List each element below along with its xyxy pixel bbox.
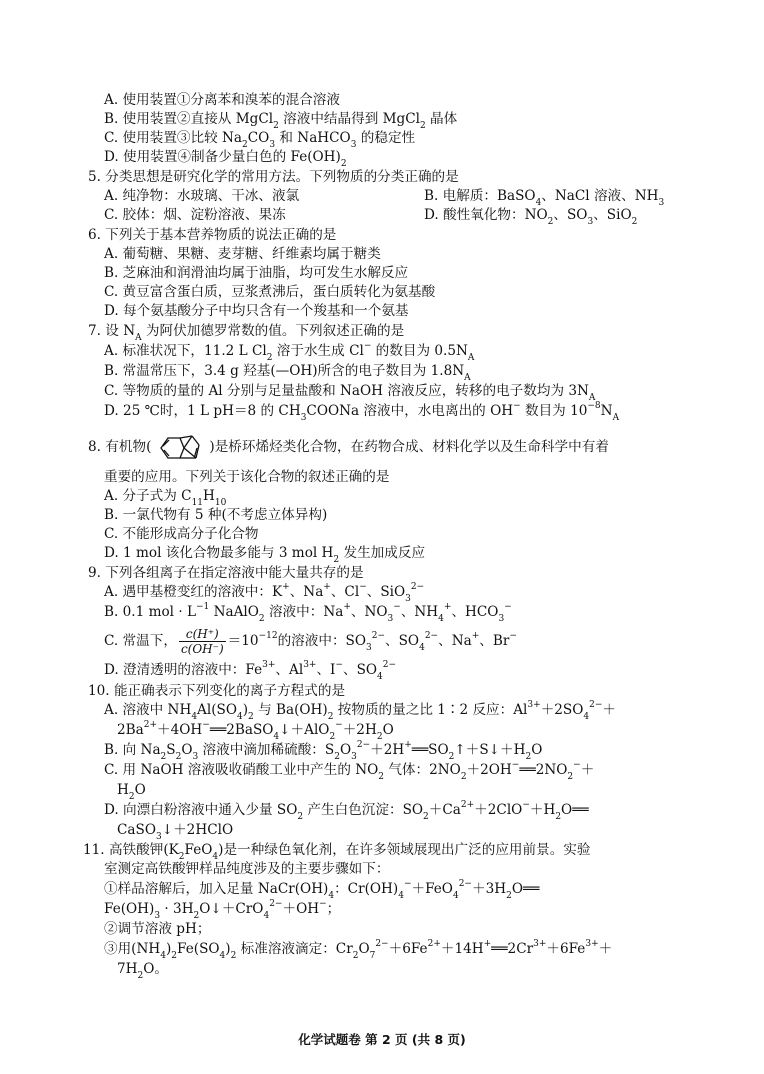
q4-option-a: A. 使用装置①分离苯和溴苯的混合溶液: [104, 92, 340, 108]
q9-c-rest: $=10^{-12}$的溶液中：$SO_3^{2-}$、$SO_4^{2-}$、Na+、Br−: [227, 631, 517, 653]
q11-stem-line2: 室测定高铁酸钾样品纯度涉及的主要步骤如下：: [104, 861, 390, 877]
q4-option-d: D. 使用装置④制备少量白色的 $Fe(OH)_2$: [104, 149, 347, 169]
q10-option-a-line1: A. 溶液中 $NH_4Al(SO_4)_2$ 与 $Ba(OH)_2$ 按物质的量之比 1∶2 反应：$Al^{3+}+2SO_4^{2-}+$: [104, 700, 616, 722]
q7-option-d: D. 25 ℃时，1 L pH＝8 的 $CH_3COONa$ 溶液中，水电离出的 OH− 数目为 $10^{-8}N_A$: [104, 401, 620, 423]
q9-option-a: A. 遇甲基橙变红的溶液中：K+、Na+、Cl−、SiO$_3^{2-}$: [104, 582, 425, 604]
q10-stem: 10. 能正确表示下列变化的离子方程式的是: [88, 683, 346, 699]
q8-option-b: B. 一氯代物有 5 种(不考虑立体异构): [104, 507, 328, 523]
q10-option-d-line1: D. 向漂白粉溶液中通入少量 $SO_2$ 产生白色沉淀：$SO_2+Ca^{2+}+2ClO^-+H_2O══$: [104, 800, 589, 822]
q9-c-prefix: C. 常温下，: [104, 633, 177, 649]
page-footer: 化学试题卷 第 2 页 (共 8 页): [298, 1032, 466, 1047]
q10-option-a-line2: $2Ba^{2+}+4OH^-══2BaSO_4↓+AlO_2^-+2H_2O$: [117, 720, 394, 742]
q9-option-b: B. 0.1 mol · $L^{-1}$ NaAlO$_2$ 溶液中：Na+、$NO_3^-$、$NH_4^+$、$HCO_3^-$: [104, 602, 512, 624]
q7-stem: 7. 设 $N_A$ 为阿伏加德罗常数的值。下列叙述正确的是: [88, 323, 405, 343]
q5-option-d: D. 酸性氧化物：$NO_2$、$SO_3$、SiO$_2$: [424, 207, 638, 227]
q10-option-b: B. 向 $Na_2S_2O_3$ 溶液中滴加稀硫酸：$S_2O_3^{2-}+2H^+══SO_2↑+S↓+H_2O$: [104, 740, 543, 762]
q6-option-b: B. 芝麻油和润滑油均属于油脂，均可发生水解反应: [104, 265, 409, 281]
q9-c-fraction: [179, 627, 226, 656]
q7-option-a: A. 标准状况下，11.2 L $Cl_2$ 溶于水生成 Cl− 的数目为 $0.5N_A$: [104, 341, 475, 363]
q11-stem-line1: 11. 高铁酸钾$(K_2FeO_4)$是一种绿色氧化剂，在许多领域展现出广泛的应用前景。实验: [83, 842, 591, 862]
q11-step2: ②调节溶液 pH；: [104, 921, 211, 937]
q8-option-d: D. 1 mol 该化合物最多能与 3 mol $H_2$ 发生加成反应: [104, 545, 426, 565]
q7-option-c: C. 等物质的量的 Al 分别与足量盐酸和 NaOH 溶液反应，转移的电子数均为 $3N_A$: [104, 383, 596, 403]
q6-option-d: D. 每个氨基酸分子中均只含有一个羧基和一个氨基: [104, 303, 409, 319]
q8-stem-line2: 重要的应用。下列关于该化合物的叙述正确的是: [104, 469, 390, 485]
q10-option-c-line2: $H_2O$: [117, 782, 146, 802]
q4-option-b: B. 使用装置②直接从 MgCl$_2$ 溶液中结晶得到 MgCl$_2$ 晶体: [104, 111, 458, 131]
q11-step3-line1: ③用$(NH_4)_2Fe(SO_4)_2$ 标准溶液滴定：$Cr_2O_7^{2-}+6Fe^{2+}+14H^+══2Cr^{3+}+6Fe^{3+}+$: [104, 939, 613, 961]
q9-stem: 9. 下列各组离子在指定溶液中能大量共存的是: [88, 565, 364, 581]
q8-option-c: C. 不能形成高分子化合物: [104, 526, 259, 542]
q11-step3-line2: $7H_2O$。: [117, 961, 168, 981]
q6-option-a: A. 葡萄糖、果糖、麦芽糖、纤维素均属于糖类: [104, 246, 381, 262]
q8-stem-a: 8. 有机物(: [88, 439, 152, 455]
q7-option-b: B. 常温常压下，3.4 g 羟基(—OH)所含的电子数目为 $1.8N_A$: [104, 363, 471, 383]
q5-option-c: C. 胶体：烟、淀粉溶液、果冻: [104, 207, 286, 223]
q5-stem: 5. 分类思想是研究化学的常用方法。下列物质的分类正确的是: [88, 169, 459, 185]
bicyclic-alkene-structure-icon: [152, 431, 208, 465]
q9-option-d: D. 澄清透明的溶液中：$Fe^{3+}$、$Al^{3+}$、I−、$SO_4^{2-}$: [104, 660, 397, 682]
q11-step1-line1: ①样品溶解后，加入足量 $NaCr(OH)_4$：$Cr(OH)_4^-+FeO_4^{2-}+3H_2O══$: [104, 879, 540, 901]
q9-c-denominator: c(OH⁻): [180, 642, 224, 656]
q5-option-b: B. 电解质：BaSO$_4$、NaCl 溶液、$NH_3$: [424, 188, 665, 208]
q6-option-c: C. 黄豆富含蛋白质，豆浆煮沸后，蛋白质转化为氨基酸: [104, 284, 436, 300]
q4-option-c: C. 使用装置③比较 $Na_2CO_3$ 和 NaHCO$_3$ 的稳定性: [104, 130, 416, 150]
q5-option-a: A. 纯净物：水玻璃、干冰、液氯: [104, 188, 300, 204]
q6-stem: 6. 下列关于基本营养物质的说法正确的是: [88, 227, 337, 243]
q9-option-c: [104, 625, 517, 657]
q8-stem-b: )是桥环烯烃类化合物，在药物合成、材料化学以及生命科学中有着: [209, 439, 609, 455]
q11-step1-line2: $Fe(OH)_3$ · $3H_2O↓+CrO_4^{2-}+OH^-$；: [104, 899, 341, 921]
q10-option-d-line2: CaSO$_3$↓＋2HClO: [117, 822, 234, 842]
q8-stem-line1: [88, 430, 609, 465]
q8-option-a: A. 分子式为 $C_{11}H_{10}$: [104, 488, 227, 508]
q9-c-numerator: c(H⁺): [179, 627, 226, 642]
q10-option-c-line1: C. 用 NaOH 溶液吸收硝酸工业中产生的 $NO_2$ 气体：$2NO_2+2OH^-══2NO_2^-+$: [104, 760, 595, 782]
